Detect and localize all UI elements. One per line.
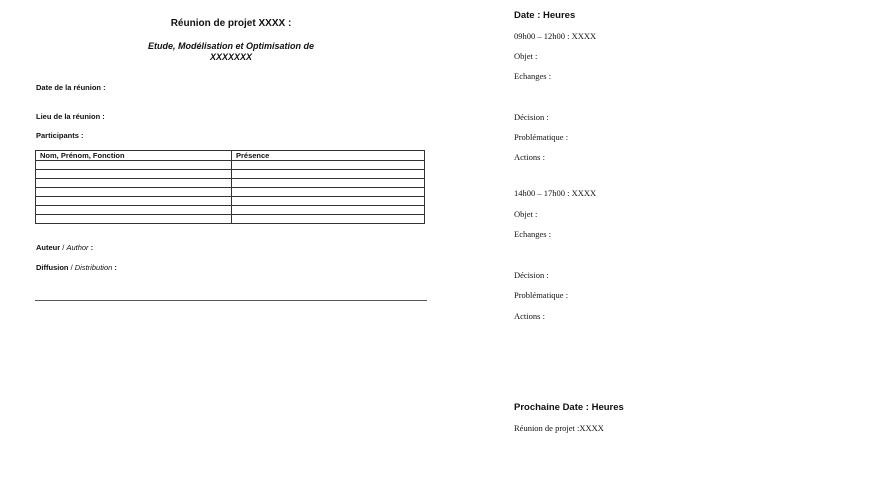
horizontal-divider	[35, 300, 427, 301]
morning-decision-label: Décision :	[514, 112, 549, 122]
diffusion-label: Diffusion	[36, 263, 69, 272]
auteur-label: Auteur	[36, 243, 61, 252]
table-cell[interactable]	[36, 161, 232, 170]
table-cell[interactable]	[36, 179, 232, 188]
column-header-presence: Présence	[232, 151, 425, 161]
table-row	[36, 179, 425, 188]
lieu-label: Lieu de la réunion :	[36, 112, 105, 121]
table-row	[36, 170, 425, 179]
auteur-separator: /	[60, 243, 67, 252]
auteur-english-label: Author	[66, 243, 89, 252]
auteur-line	[36, 243, 93, 252]
diffusion-separator: /	[68, 263, 75, 272]
table-row	[36, 215, 425, 224]
participants-table	[35, 150, 425, 224]
morning-problematique-label: Problématique :	[514, 132, 569, 142]
diffusion-line	[36, 263, 117, 272]
diffusion-english-label: Distribution	[74, 263, 113, 272]
participants-label: Participants :	[36, 131, 84, 140]
date-heures-heading: Date : Heures	[514, 10, 576, 21]
next-date-heading: Prochaine Date : Heures	[514, 402, 624, 413]
table-row	[36, 197, 425, 206]
table-cell[interactable]	[36, 197, 232, 206]
afternoon-time-slot: 14h00 – 17h00 : XXXX	[514, 188, 597, 198]
column-header-name: Nom, Prénom, Fonction	[36, 151, 232, 161]
table-cell[interactable]	[232, 170, 425, 179]
date-label: Date de la réunion :	[36, 83, 106, 92]
table-cell[interactable]	[232, 206, 425, 215]
table-cell[interactable]	[232, 161, 425, 170]
afternoon-echanges-label: Echanges :	[514, 229, 552, 239]
table-row	[36, 161, 425, 170]
morning-time-slot: 09h00 – 12h00 : XXXX	[514, 31, 597, 41]
morning-echanges-label: Echanges :	[514, 71, 552, 81]
afternoon-problematique-label: Problématique :	[514, 290, 569, 300]
morning-objet-label: Objet :	[514, 51, 538, 61]
afternoon-actions-label: Actions :	[514, 311, 545, 321]
document-subtitle-line2: XXXXXXX	[209, 52, 253, 62]
table-cell[interactable]	[36, 188, 232, 197]
afternoon-objet-label: Objet :	[514, 209, 538, 219]
document-title: Réunion de projet XXXX :	[170, 18, 292, 29]
table-cell[interactable]	[36, 170, 232, 179]
table-cell[interactable]	[232, 179, 425, 188]
table-cell[interactable]	[36, 215, 232, 224]
table-cell[interactable]	[232, 197, 425, 206]
table-cell[interactable]	[36, 206, 232, 215]
auteur-colon: :	[88, 243, 94, 252]
table-row	[36, 188, 425, 197]
diffusion-colon: :	[112, 263, 117, 272]
table-cell[interactable]	[232, 215, 425, 224]
document-subtitle-line1: Etude, Modélisation et Optimisation de	[147, 41, 314, 51]
table-header-row	[36, 151, 425, 161]
table-row	[36, 206, 425, 215]
afternoon-decision-label: Décision :	[514, 270, 549, 280]
morning-actions-label: Actions :	[514, 152, 545, 162]
next-meeting-line: Réunion de projet :XXXX	[514, 423, 604, 433]
table-cell[interactable]	[232, 188, 425, 197]
